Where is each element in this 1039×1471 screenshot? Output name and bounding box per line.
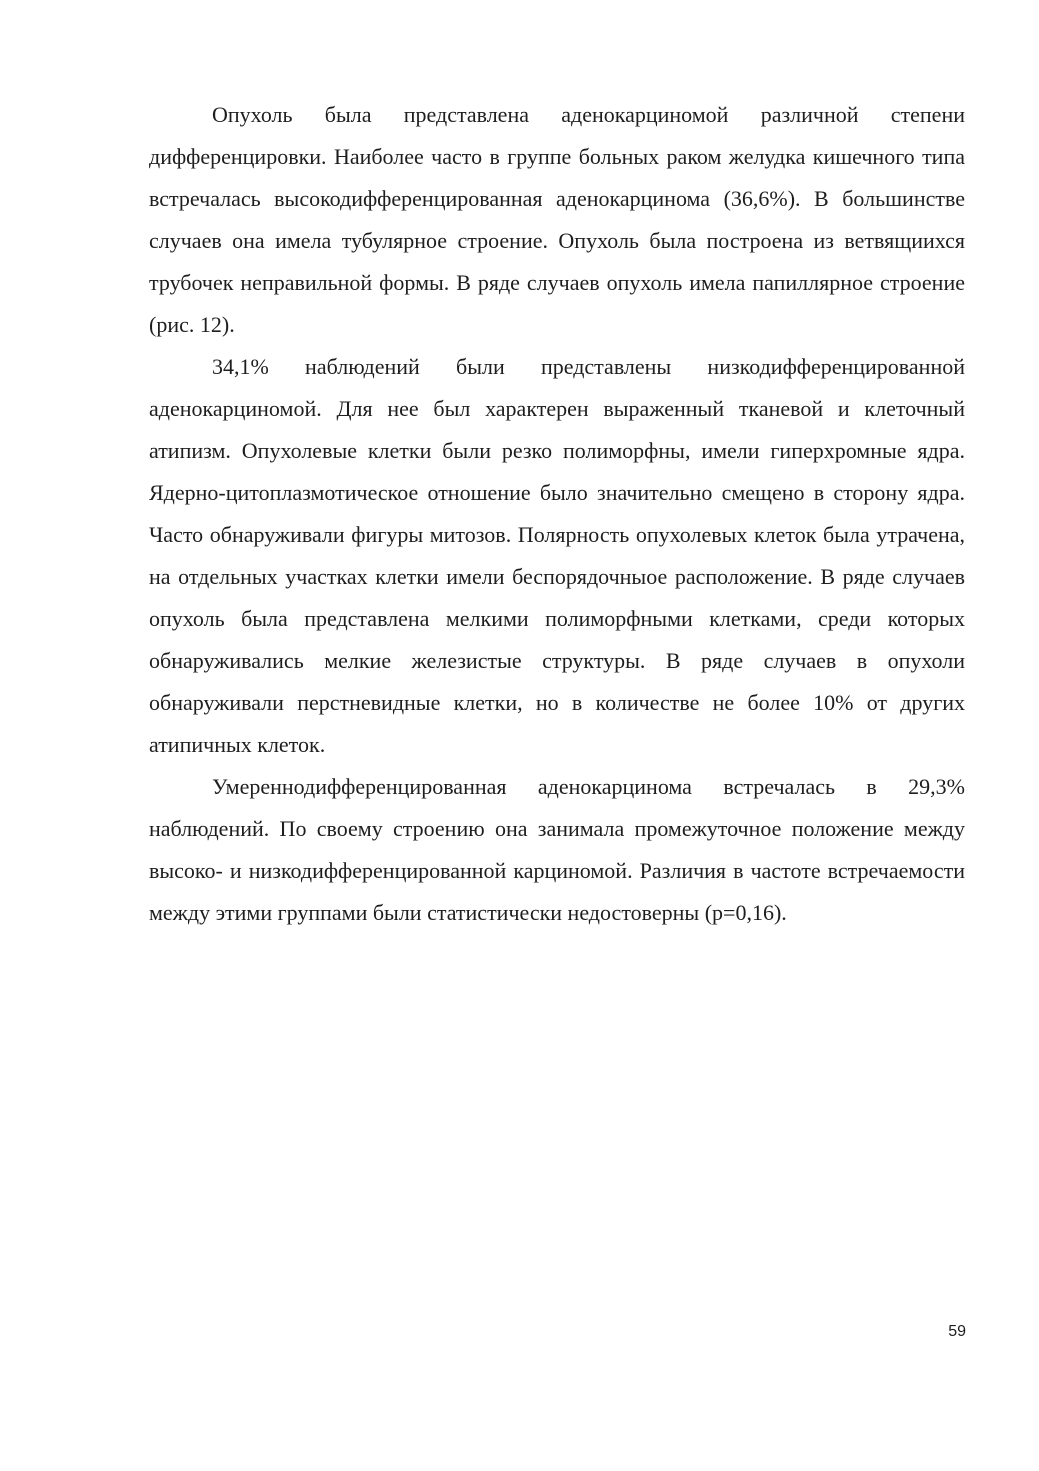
page-number: 59 xyxy=(948,1323,966,1340)
paragraph-3: Умереннодифференцированная аденокарцинома встречалась в 29,3% наблюдений. По своему строению она занимала промежуточное положение между высоко- и низкодифференцированной карциномой. Различия в частоте встречаемости между этими группами были статистически недостоверны (р=0,16). xyxy=(149,774,965,925)
paragraph-1: Опухоль была представлена аденокарциномой различной степени дифференцировки. Наиболее часто в группе больных раком желудка кишечного типа встречалась высокодифференцированная аденокарцинома (36,6%). В большинстве случаев она имела тубулярное строение. Опухоль была построена из ветвящиихся трубочек неправильной формы. В ряде случаев опухоль имела папиллярное строение (рис. 12). xyxy=(149,102,965,337)
paragraph-2: 34,1% наблюдений были представлены низкодифференцированной аденокарциномой. Для нее был характерен выраженный тканевой и клеточный атипизм. Опухолевые клетки были резко полиморфны, имели гиперхромные ядра. Ядерно-цитоплазмотическое отношение было значительно смещено в сторону ядра. Часто обнаруживали фигуры митозов. Полярность опухолевых клеток была утрачена, на отдельных участках клетки имели беспорядочныое расположение. В ряде случаев опухоль была представлена мелкими полиморфными клетками, среди которых обнаруживались мелкие железистые структуры. В ряде случаев в опухоли обнаруживали перстневидные клетки, но в количестве не более 10% от других атипичных клеток. xyxy=(149,354,965,757)
body-text xyxy=(149,94,965,934)
